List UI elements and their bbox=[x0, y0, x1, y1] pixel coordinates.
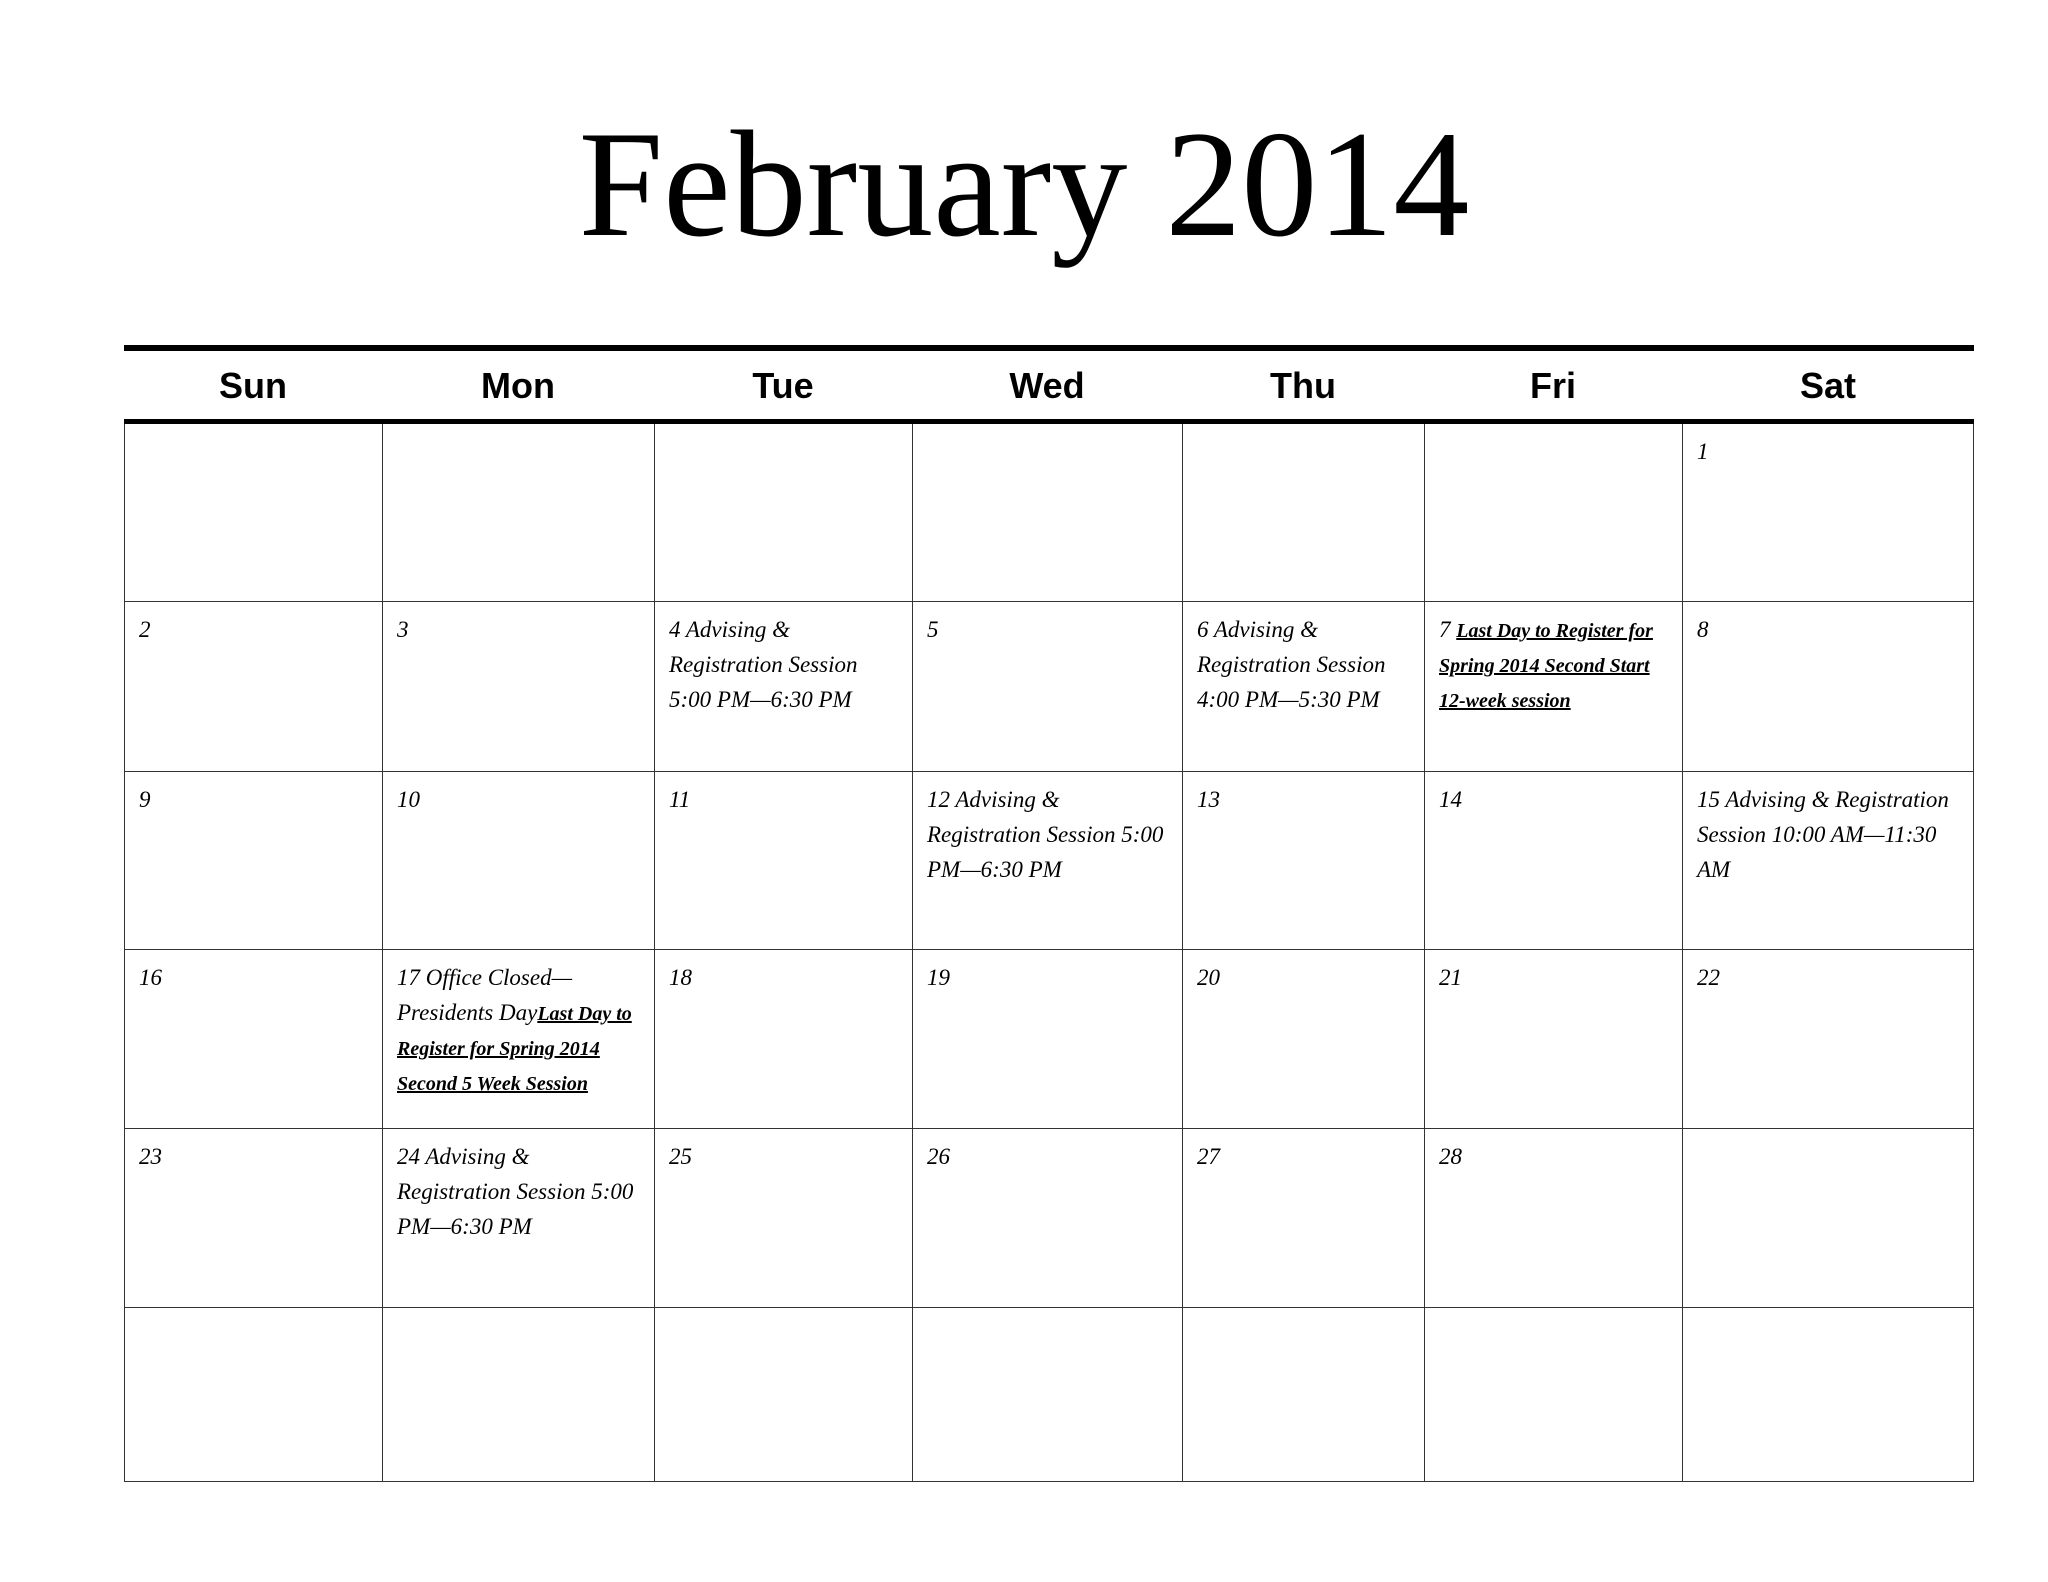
calendar-title: February 2014 bbox=[578, 100, 1470, 268]
day-cell-tue bbox=[655, 772, 913, 950]
day-cell-wed bbox=[913, 950, 1183, 1129]
day-cell-wed bbox=[913, 602, 1183, 772]
day-cell-text: 23 bbox=[139, 1144, 162, 1169]
day-cell-tue bbox=[655, 1129, 913, 1308]
day-cell-thu bbox=[1183, 602, 1425, 772]
day-cell-fri bbox=[1425, 1308, 1683, 1482]
day-cell-tue bbox=[655, 1308, 913, 1482]
day-cell-text: 9 bbox=[139, 787, 151, 812]
day-cell-sun bbox=[125, 1129, 383, 1308]
day-cell-wed bbox=[913, 1129, 1183, 1308]
day-cell-sun bbox=[125, 1308, 383, 1482]
day-cell-fri bbox=[1425, 950, 1683, 1129]
weekday-fri: Fri bbox=[1529, 365, 1576, 406]
weekday-wed: Wed bbox=[1009, 365, 1085, 406]
day-cell-text: 13 bbox=[1197, 787, 1220, 812]
day-cell-wed bbox=[913, 424, 1183, 602]
day-cell-sat bbox=[1683, 602, 1973, 772]
day-cell-sun bbox=[125, 950, 383, 1129]
registration-deadline-note-line2: 12-week session bbox=[1439, 690, 1571, 712]
weekday-sun: Sun bbox=[219, 365, 287, 406]
day-cell-text: 20 bbox=[1197, 965, 1220, 990]
day-cell-text: 3 bbox=[397, 617, 409, 642]
day-cell-thu bbox=[1183, 1308, 1425, 1482]
weekday-mon: Mon bbox=[481, 365, 555, 406]
day-cell-sat bbox=[1683, 424, 1973, 602]
day-cell-sat bbox=[1683, 1308, 1973, 1482]
day-cell-sun bbox=[125, 602, 383, 772]
day-cell-text: 22 bbox=[1697, 965, 1720, 990]
weekday-thu: Thu bbox=[1270, 365, 1336, 406]
registration-deadline-note: Last Day to Register for Spring 2014 Second Start bbox=[1439, 620, 1653, 677]
day-cell-text: 18 bbox=[669, 965, 692, 990]
day-cell-text: 14 bbox=[1439, 787, 1462, 812]
weekday-header bbox=[124, 351, 1974, 421]
day-cell-text: 24 Advising & Registration Session 5:00 PM—6:30 PM bbox=[397, 1144, 634, 1239]
day-cell-mon bbox=[383, 424, 655, 602]
day-cell-thu bbox=[1183, 772, 1425, 950]
day-cell-text: 4 Advising & Registration Session 5:00 PM—6:30 PM bbox=[669, 617, 858, 712]
day-cell-text: 27 bbox=[1197, 1144, 1220, 1169]
day-cell-tue bbox=[655, 424, 913, 602]
day-cell-fri bbox=[1425, 424, 1683, 602]
weekday-sat: Sat bbox=[1799, 365, 1857, 406]
weekday-tue: Tue bbox=[752, 365, 814, 406]
day-cell-sat bbox=[1683, 1129, 1973, 1308]
day-cell-text: 17 Office Closed— Presidents Day bbox=[397, 965, 573, 1025]
registration-deadline-note: Last Day to Register for Spring 2014 Second 5 Week Session bbox=[397, 1003, 632, 1095]
day-cell-text: 11 bbox=[669, 787, 691, 812]
day-cell-text: 7 bbox=[1439, 617, 1457, 642]
day-cell-text: 8 bbox=[1697, 617, 1709, 642]
calendar-grid bbox=[124, 424, 1974, 1482]
day-cell-text: 5 bbox=[927, 617, 939, 642]
day-cell-text: 15 Advising & Registration Session 10:00 AM—11:30 AM bbox=[1697, 787, 1949, 882]
day-cell-thu bbox=[1183, 950, 1425, 1129]
day-cell-tue bbox=[655, 950, 913, 1129]
day-cell-text: 2 bbox=[139, 617, 151, 642]
day-cell-mon bbox=[383, 1308, 655, 1482]
day-cell-text: 28 bbox=[1439, 1144, 1462, 1169]
day-cell-text: 16 bbox=[139, 965, 162, 990]
day-cell-wed bbox=[913, 1308, 1183, 1482]
day-cell-thu bbox=[1183, 424, 1425, 602]
day-cell-sat bbox=[1683, 950, 1973, 1129]
day-cell-tue bbox=[655, 602, 913, 772]
day-cell-wed bbox=[913, 772, 1183, 950]
day-cell-sun bbox=[125, 424, 383, 602]
day-cell-text: 25 bbox=[669, 1144, 692, 1169]
day-cell-text: 6 Advising & Registration Session 4:00 PM—5:30 PM bbox=[1197, 617, 1386, 712]
day-cell-sat bbox=[1683, 772, 1973, 950]
day-cell-text: 1 bbox=[1697, 439, 1709, 464]
day-cell-text: 21 bbox=[1439, 965, 1462, 990]
day-cell-mon bbox=[383, 950, 655, 1129]
day-cell-fri bbox=[1425, 602, 1683, 772]
day-cell-mon bbox=[383, 772, 655, 950]
day-cell-mon bbox=[383, 602, 655, 772]
day-cell-text: 10 bbox=[397, 787, 420, 812]
day-cell-text: 19 bbox=[927, 965, 950, 990]
day-cell-text: 26 bbox=[927, 1144, 950, 1169]
day-cell-mon bbox=[383, 1129, 655, 1308]
day-cell-text: 12 Advising & Registration Session 5:00 PM—6:30 PM bbox=[927, 787, 1164, 882]
day-cell-fri bbox=[1425, 1129, 1683, 1308]
day-cell-fri bbox=[1425, 772, 1683, 950]
day-cell-thu bbox=[1183, 1129, 1425, 1308]
day-cell-sun bbox=[125, 772, 383, 950]
